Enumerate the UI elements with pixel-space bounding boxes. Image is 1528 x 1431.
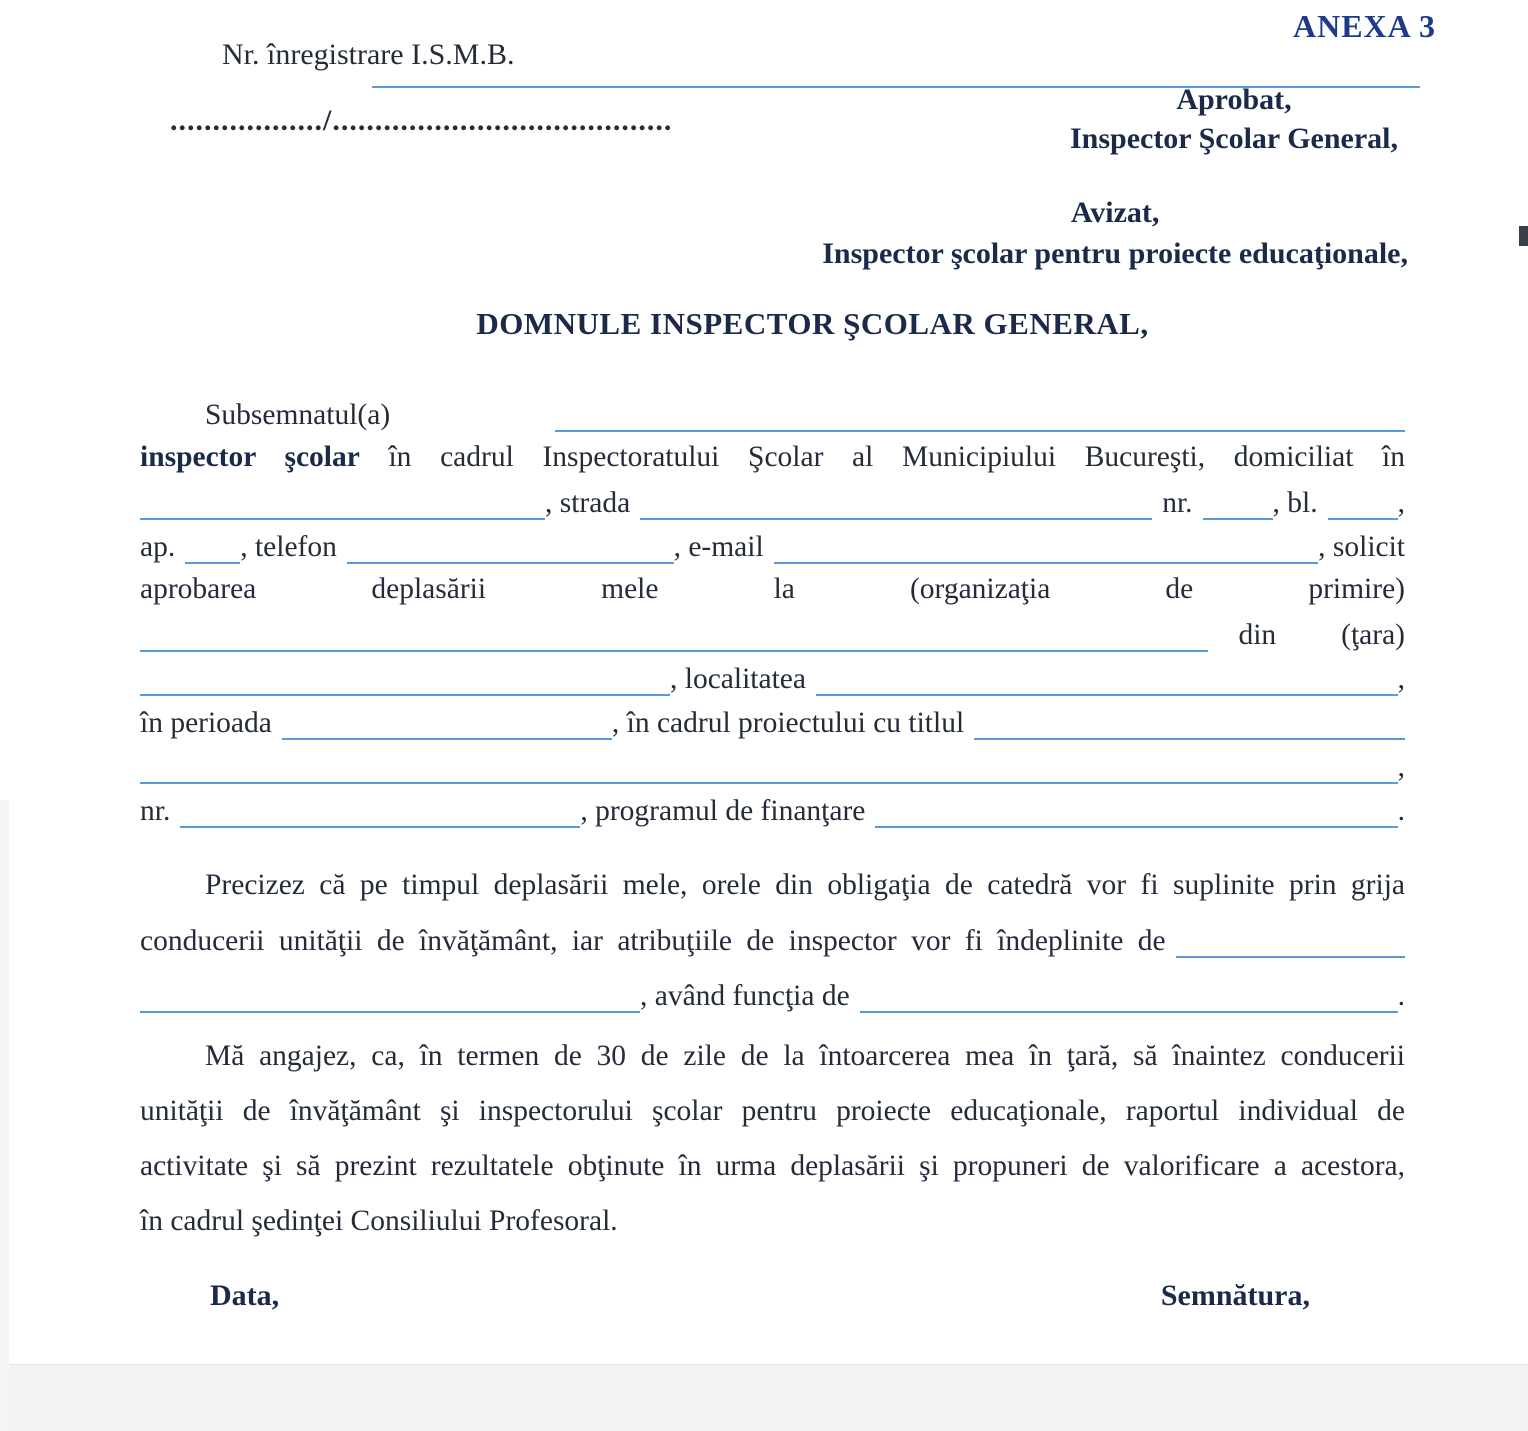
blank-organization	[140, 642, 1208, 652]
form-line-locality	[140, 656, 1405, 700]
p3-line-4	[140, 1194, 1405, 1249]
registration-dotted-line: ................../........................................	[170, 104, 673, 137]
p3-text-3: activitate şi să prezint rezultatele obţinute în urma deplasării şi propuneri de valorificare a acestora,	[140, 1150, 1405, 1182]
form-line-organization	[140, 612, 1405, 656]
p2-line-1	[140, 858, 1405, 913]
approval-role: Inspector Şcolar General,	[1069, 122, 1398, 155]
signature-label: Semnătura,	[1160, 1279, 1310, 1312]
p3-line-3	[140, 1139, 1405, 1194]
role-label: inspector şcolar	[140, 441, 360, 473]
program-label: , programul de finanţare	[580, 795, 866, 827]
blank-domicile	[140, 510, 545, 520]
blank-funding-program	[875, 818, 1397, 828]
blank-phone	[347, 554, 674, 564]
endorsement-block	[822, 192, 1408, 274]
form-line-subsemnatul	[140, 392, 1405, 436]
signature-row	[140, 1279, 1405, 1313]
comma-2: ,	[1397, 663, 1405, 695]
date-label: Data,	[210, 1279, 280, 1312]
form-line-contact	[140, 524, 1405, 568]
proiect-titlu-label: , în cadrul proiectului cu titlul	[611, 707, 965, 739]
ap-label: ap.	[140, 531, 176, 563]
blank-street-number	[1203, 510, 1273, 520]
telefon-label: , telefon	[240, 531, 337, 563]
registration-number-label: Nr. înregistrare I.S.M.B.	[222, 38, 515, 71]
blank-project-title	[974, 730, 1405, 740]
p2-line-3	[140, 968, 1405, 1023]
email-label: , e-mail	[673, 531, 764, 563]
tara-label: (ţara)	[1341, 619, 1405, 651]
nr2-label: nr.	[140, 795, 171, 827]
form-line-role	[140, 436, 1405, 480]
avand-functia-label: , având funcţia de	[640, 980, 850, 1012]
blank-function	[860, 1003, 1398, 1013]
blank-substitute-name-2	[140, 1003, 640, 1013]
form-line-address	[140, 480, 1405, 524]
endorsement-role: Inspector şcolar pentru proiecte educaţionale,	[822, 237, 1408, 270]
p2-line-2	[140, 913, 1405, 968]
approval-block	[1070, 80, 1398, 158]
p3-text-1: Mă angajez, ca, în termen de 30 de zile de la întoarcerea mea în ţară, să înaintez conducerii	[205, 1040, 1405, 1072]
strada-label: , strada	[545, 487, 631, 519]
localitatea-label: , localitatea	[670, 663, 806, 695]
bl-label: , bl.	[1272, 487, 1318, 519]
paragraph-commitment	[140, 1029, 1405, 1249]
p2-text-2: conducerii unităţii de învăţământ, iar atribuţiile de inspector vor fi îndeplinite de	[140, 925, 1166, 957]
form-line-period	[140, 700, 1405, 744]
form-line-title-continued	[140, 744, 1405, 788]
blank-project-title-2	[140, 774, 1398, 784]
form-line-aprobarea	[140, 568, 1405, 612]
din-label: din	[1238, 619, 1277, 651]
annex-label: ANEXA 3	[1292, 8, 1436, 44]
approval-title: Aprobat,	[1176, 83, 1292, 116]
aprobarea-text: aprobarea deplasării mele la (organizaţia de primire)	[140, 573, 1405, 605]
blank-locality	[816, 686, 1398, 696]
scan-artifact-right	[1519, 226, 1528, 246]
form-body	[140, 392, 1405, 1313]
scan-edge-bottom	[0, 1364, 1528, 1431]
p3-line-1	[140, 1029, 1405, 1084]
subsemnatul-label: Subsemnatul(a)	[205, 399, 391, 431]
solicit-label: , solicit	[1318, 531, 1405, 563]
blank-street	[640, 510, 1152, 520]
endorsement-title: Avizat,	[1070, 196, 1160, 229]
comma-3: ,	[1397, 751, 1405, 783]
blank-period	[282, 730, 612, 740]
comma-1: ,	[1397, 487, 1405, 519]
dot-1: .	[1397, 795, 1405, 827]
blank-project-number	[180, 818, 580, 828]
scan-edge-left	[0, 800, 9, 1431]
document-title: DOMNULE INSPECTOR ŞCOLAR GENERAL,	[476, 306, 1149, 341]
perioada-label: în perioada	[140, 707, 272, 739]
blank-apartment	[185, 554, 240, 564]
form-line-funding	[140, 788, 1405, 832]
role-context-text: în cadrul Inspectoratului Şcolar al Municipiului Bucureşti, domiciliat în	[388, 441, 1405, 473]
paragraph-substitution	[140, 858, 1405, 1023]
blank-name	[555, 422, 1405, 432]
p3-line-2	[140, 1084, 1405, 1139]
blank-email	[774, 554, 1318, 564]
blank-block	[1328, 510, 1398, 520]
dot-2: .	[1397, 980, 1405, 1012]
p3-text-2: unităţii de învăţământ şi inspectorului şcolar pentru proiecte educaţionale, raportul individual de	[140, 1095, 1405, 1127]
p2-text-1: Precizez că pe timpul deplasării mele, orele din obligaţia de catedră vor fi suplinite prin grija	[205, 869, 1405, 901]
p3-text-4: în cadrul şedinţei Consiliului Profesoral.	[140, 1205, 618, 1237]
blank-substitute-name	[1176, 948, 1405, 958]
blank-country	[140, 686, 670, 696]
nr-label: nr.	[1162, 487, 1193, 519]
